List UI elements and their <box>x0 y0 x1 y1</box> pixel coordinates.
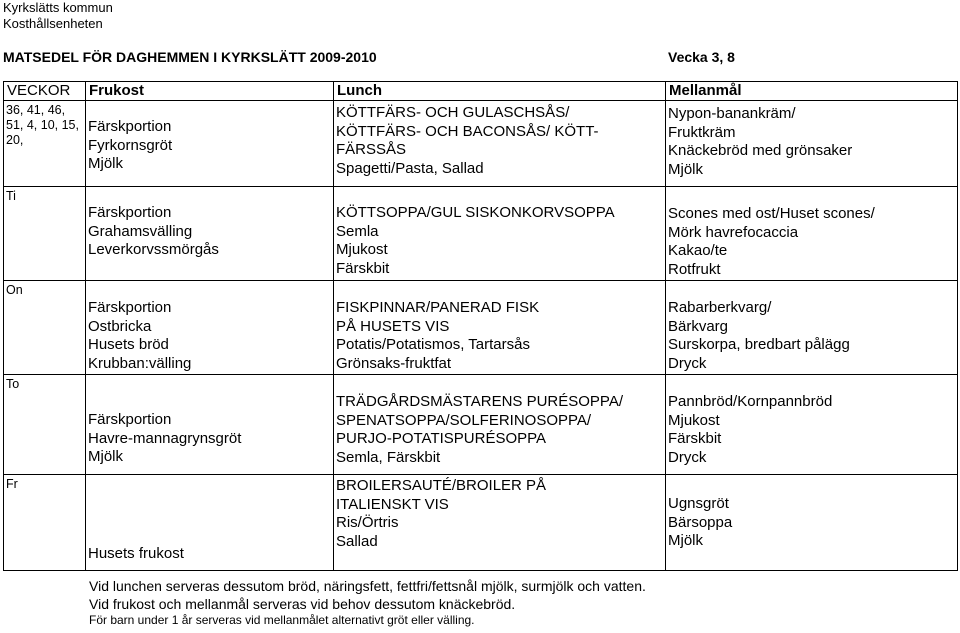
breakfast-cell <box>86 101 334 187</box>
footer-note-breakfast: Vid frukost och mellanmål serveras vid behov dessutom knäckebröd. <box>89 596 516 612</box>
snack-cell <box>666 101 958 187</box>
footer-note-infants: För barn under 1 år serveras vid mellanmålet alternativt gröt eller välling. <box>89 613 475 627</box>
breakfast-line: Grahamsvälling <box>88 222 193 240</box>
breakfast-cell <box>86 281 334 375</box>
lunch-line: Spagetti/Pasta, Sallad <box>336 159 484 177</box>
lunch-line: PURJO-POTATISPURÉSOPPA <box>336 430 547 447</box>
org-name: Kyrkslätts kommun <box>3 0 113 15</box>
day-cell: On <box>4 281 86 375</box>
snack-line: Mjölk <box>668 532 704 549</box>
breakfast-line: Husets bröd <box>88 336 169 353</box>
lunch-line: KÖTTFÄRS- OCH GULASCHSÅS/ <box>336 104 570 121</box>
menu-table <box>3 81 958 571</box>
lunch-line: Potatis/Potatismos, Tartarsås <box>336 336 530 353</box>
page-title: MATSEDEL FÖR DAGHEMMEN I KYRKSLÄTT 2009-2010 <box>3 49 377 65</box>
snack-line: Bärkvarg <box>668 317 729 335</box>
breakfast-line: Färskportion <box>88 204 172 221</box>
lunch-line: Färskbit <box>336 259 390 277</box>
snack-line: Surskorpa, bredbart pålägg <box>668 336 850 353</box>
snack-line: Fruktkräm <box>668 123 736 141</box>
snack-line: Färskbit <box>668 430 722 447</box>
col-header-weeks: VECKOR <box>4 82 86 101</box>
lunch-line: KÖTTFÄRS- OCH BACONSÅS/ KÖTT- <box>336 122 599 140</box>
snack-line: Kakao/te <box>668 242 728 259</box>
snack-line: Rotfrukt <box>668 260 721 278</box>
snack-line: Knäckebröd med grönsaker <box>668 142 853 159</box>
breakfast-line: Mjölk <box>88 448 124 465</box>
breakfast-line: Krubban:välling <box>88 354 192 372</box>
menu-row <box>4 375 958 475</box>
footer-notes <box>89 577 646 628</box>
lunch-line: Mjukost <box>336 241 388 258</box>
lunch-line: FÄRSSÅS <box>336 141 407 158</box>
lunch-line: Grönsaks-fruktfat <box>336 354 452 372</box>
snack-line: Dryck <box>668 448 707 466</box>
breakfast-line: Färskportion <box>88 299 172 316</box>
col-header-lunch: Lunch <box>334 82 666 101</box>
col-header-snack: Mellanmål <box>666 82 958 101</box>
lunch-cell <box>334 475 666 571</box>
snack-line: Mjukost <box>668 411 720 429</box>
menu-row <box>4 281 958 375</box>
snack-line: Nypon-banankräm/ <box>668 105 796 122</box>
snack-cell <box>666 375 958 475</box>
breakfast-cell <box>86 187 334 281</box>
lunch-line: TRÄDGÅRDSMÄSTARENS PURÉSOPPA/ <box>336 393 623 410</box>
lunch-line: PÅ HUSETS VIS <box>336 317 450 335</box>
snack-line: Dryck <box>668 354 707 372</box>
org-unit: Kosthållsenheten <box>3 16 103 31</box>
snack-line: Rabarberkvarg/ <box>668 299 772 316</box>
snack-cell <box>666 187 958 281</box>
lunch-line: Semla, Färskbit <box>336 448 441 466</box>
snack-line: Bärsoppa <box>668 513 733 531</box>
week-label: Vecka 3, 8 <box>668 49 735 65</box>
lunch-line: SPENATSOPPA/SOLFERINOSOPPA/ <box>336 411 592 429</box>
lunch-line: FISKPINNAR/PANERAD FISK <box>336 299 540 316</box>
day-cell: 36, 41, 46, 51, 4, 10, 15, 20, <box>4 101 86 187</box>
breakfast-line: Ostbricka <box>88 317 152 335</box>
snack-line: Mörk havrefocaccia <box>668 223 799 241</box>
footer-note-lunch: Vid lunchen serveras dessutom bröd, näringsfett, fettfri/fettsnål mjölk, surmjölk och vatten. <box>89 578 646 594</box>
breakfast-line: Mjölk <box>88 155 124 172</box>
col-header-breakfast: Frukost <box>86 82 334 101</box>
day-cell: Ti <box>4 187 86 281</box>
breakfast-cell <box>86 375 334 475</box>
breakfast-line: Husets frukost <box>88 544 184 562</box>
day-cell: Fr <box>4 475 86 571</box>
snack-cell <box>666 281 958 375</box>
breakfast-line: Fyrkornsgröt <box>88 136 173 154</box>
table-header-row <box>4 82 958 101</box>
menu-row <box>4 187 958 281</box>
lunch-line: Sallad <box>336 532 378 550</box>
breakfast-line: Havre-mannagrynsgröt <box>88 429 242 447</box>
lunch-line: Semla <box>336 222 379 240</box>
snack-line: Pannbröd/Kornpannbröd <box>668 393 833 410</box>
breakfast-cell <box>86 475 334 571</box>
lunch-line: BROILERSAUTÉ/BROILER PÅ <box>336 477 547 494</box>
lunch-line: KÖTTSOPPA/GUL SISKONKORVSOPPA <box>336 204 615 221</box>
snack-cell <box>666 475 958 571</box>
lunch-cell <box>334 101 666 187</box>
lunch-line: ITALIENSKT VIS <box>336 495 449 513</box>
lunch-cell <box>334 375 666 475</box>
menu-row <box>4 101 958 187</box>
lunch-cell <box>334 281 666 375</box>
snack-line: Mjölk <box>668 160 704 178</box>
lunch-line: Ris/Örtris <box>336 514 399 531</box>
menu-row <box>4 475 958 571</box>
breakfast-line: Färskportion <box>88 411 172 428</box>
snack-line: Scones med ost/Huset scones/ <box>668 205 875 222</box>
day-cell: To <box>4 375 86 475</box>
breakfast-line: Leverkorvssmörgås <box>88 241 219 258</box>
breakfast-line: Färskportion <box>88 118 172 135</box>
lunch-cell <box>334 187 666 281</box>
snack-line: Ugnsgröt <box>668 495 729 512</box>
